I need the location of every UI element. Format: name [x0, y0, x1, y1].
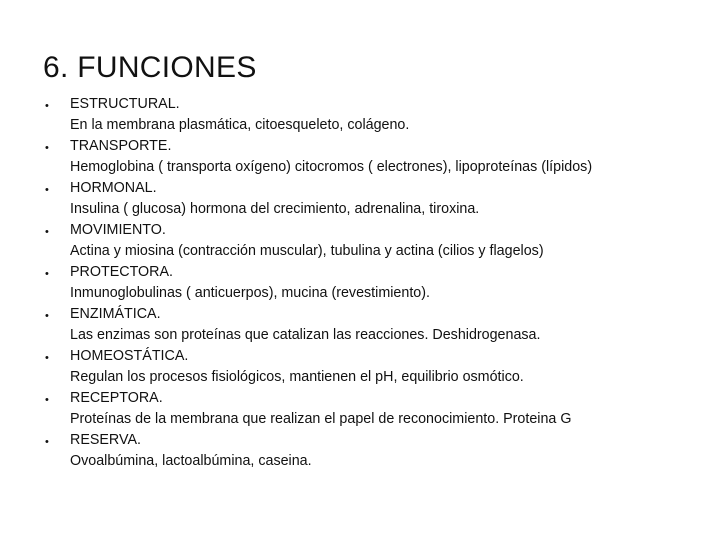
list-item-enzimatica [0, 304, 720, 346]
item-description: En la membrana plasmática, citoesqueleto, colágeno. [70, 117, 410, 133]
item-heading: HORMONAL. [70, 180, 157, 196]
item-heading: MOVIMIENTO. [70, 222, 166, 238]
slide-title: 6. FUNCIONES [43, 51, 257, 84]
bullet-icon: • [45, 184, 49, 196]
item-description: Actina y miosina (contracción muscular), tubulina y actina (cilios y flagelos) [70, 243, 544, 259]
bullet-icon: • [45, 142, 49, 154]
item-heading: PROTECTORA. [70, 264, 174, 280]
list-item-estructural [0, 94, 720, 136]
list-item-protectora [0, 262, 720, 304]
list-item-movimiento [0, 220, 720, 262]
item-description: Ovoalbúmina, lactoalbúmina, caseina. [70, 453, 312, 469]
item-heading: ENZIMÁTICA. [70, 306, 161, 322]
item-description: Insulina ( glucosa) hormona del crecimiento, adrenalina, tiroxina. [70, 201, 480, 217]
item-heading: TRANSPORTE. [70, 138, 172, 154]
item-description: Las enzimas son proteínas que catalizan las reacciones. Deshidrogenasa. [70, 327, 541, 343]
item-heading: RESERVA. [70, 432, 141, 448]
list-item-transporte [0, 136, 720, 178]
item-description: Proteínas de la membrana que realizan el papel de reconocimiento. Proteina G [70, 411, 572, 427]
item-description: Hemoglobina ( transporta oxígeno) citocromos ( electrones), lipoproteínas (lípidos) [70, 159, 593, 175]
item-description: Inmunoglobulinas ( anticuerpos), mucina (revestimiento). [70, 285, 430, 301]
list-item-receptora [0, 388, 720, 430]
item-heading: RECEPTORA. [70, 390, 163, 406]
list-item-homeostatica [0, 346, 720, 388]
list-item-hormonal [0, 178, 720, 220]
list-item-reserva [0, 430, 720, 472]
bullet-icon: • [45, 310, 49, 322]
bullet-icon: • [45, 268, 49, 280]
item-heading: HOMEOSTÁTICA. [70, 348, 189, 364]
item-heading: ESTRUCTURAL. [70, 96, 180, 112]
bullet-icon: • [45, 436, 49, 448]
bullet-icon: • [45, 100, 49, 112]
item-description: Regulan los procesos fisiológicos, mantienen el pH, equilibrio osmótico. [70, 369, 524, 385]
functions-list [0, 94, 720, 472]
bullet-icon: • [45, 226, 49, 238]
bullet-icon: • [45, 394, 49, 406]
bullet-icon: • [45, 352, 49, 364]
